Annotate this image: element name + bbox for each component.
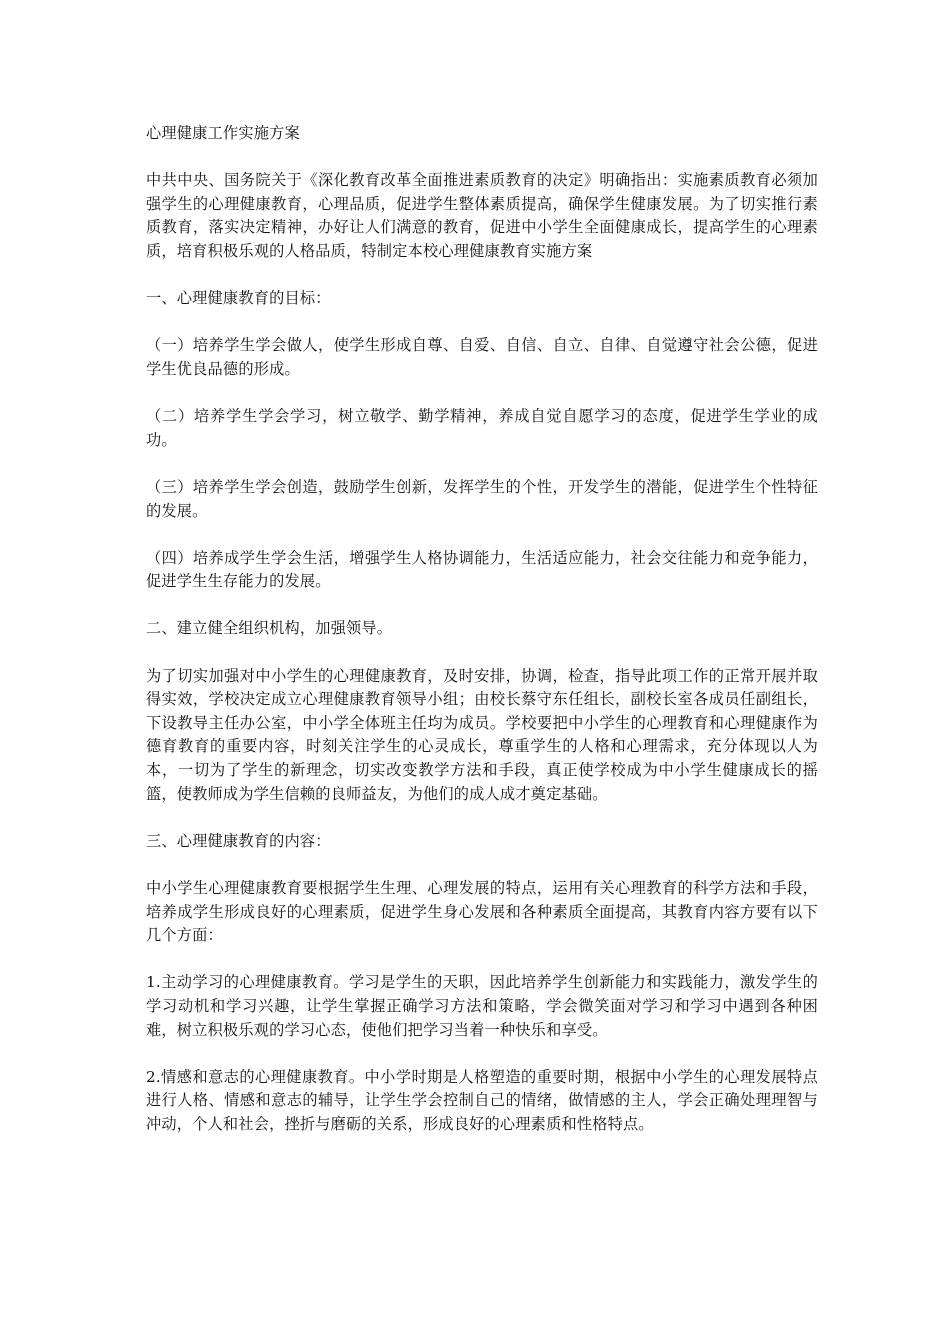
section-heading-content: 三、心理健康教育的内容： xyxy=(146,831,331,850)
section-heading-organization: 二、建立健全组织机构，加强领导。 xyxy=(146,619,393,638)
goal-item-2: （二）培养学生学会学习，树立敬学、勤学精神，养成自觉自愿学习的态度，促进学生学业的成功。 xyxy=(146,407,818,449)
goal-item-1: （一）培养学生学会做人，使学生形成自尊、自爱、自信、自立、自律、自觉遵守社会公德，促进学生优良品德的形成。 xyxy=(146,336,818,378)
content-intro-paragraph: 中小学生心理健康教育要根据学生生理、心理发展的特点，运用有关心理教育的科学方法和手段，培养成学生形成良好的心理素质，促进学生身心发展和各种素质全面提高，其教育内容方要有以下几个方面： xyxy=(146,879,818,945)
document-title: 心理健康工作实施方案 xyxy=(146,124,300,142)
organization-paragraph: 为了切实加强对中小学生的心理健康教育，及时安排，协调，检查，指导此项工作的正常开展并取得实效，学校决定成立心理健康教育领导小组；由校长蔡守东任组长，副校长室各成员任副组长，下设教导主任办公室，中小学全体班主任均为成员。学校要把中小学生的心理教育和心理健康作为德育教育的重要内容，时刻关注学生的心灵成长，尊重学生的人格和心理需求，充分体现以人为本，一切为了学生的新理念，切实改变教学方法和手段，真正使学校成为中小学生健康成长的摇篮，使教师成为学生信赖的良师益友，为他们的成人成才奠定基础。 xyxy=(146,666,818,803)
content-item-1: 1.主动学习的心理健康教育。学习是学生的天职，因此培养学生创新能力和实践能力，激发学生的学习动机和学习兴趣，让学生掌握正确学习方法和策略，学会微笑面对学习和学习中遇到各种困难，树立积极乐观的学习心态，使他们把学习当着一种快乐和享受。 xyxy=(146,973,818,1039)
goal-item-3: （三）培养学生学会创造，鼓励学生创新，发挥学生的个性，开发学生的潜能，促进学生个性特征的发展。 xyxy=(146,477,818,520)
goal-item-4: （四）培养成学生学会生活，增强学生人格协调能力，生活适应能力，社会交往能力和竞争能力，促进学生生存能力的发展。 xyxy=(146,548,818,591)
intro-paragraph: 中共中央、国务院关于《深化教育改革全面推进素质教育的决定》明确指出：实施素质教育必须加强学生的心理健康教育，心理品质，促进学生整体素质提高，确保学生健康发展。为了切实推行素质教育，落实决定精神，办好让人们满意的教育，促进中小学生全面健康成长，提高学生的心理素质，培育积极乐观的人格品质，特制定本校心理健康教育实施方案 xyxy=(146,171,818,260)
document-body xyxy=(146,122,818,1160)
section-heading-goals: 一、心理健康教育的目标： xyxy=(146,289,331,308)
content-item-2: 2.情感和意志的心理健康教育。中小学时期是人格塑造的重要时期，根据中小学生的心理发展特点进行人格、情感和意志的辅导，让学生学会控制自己的情绪，做情感的主人，学会正确处理理智与冲动，个人和社会，挫折与磨砺的关系，形成良好的心理素质和性格特点。 xyxy=(146,1067,818,1133)
